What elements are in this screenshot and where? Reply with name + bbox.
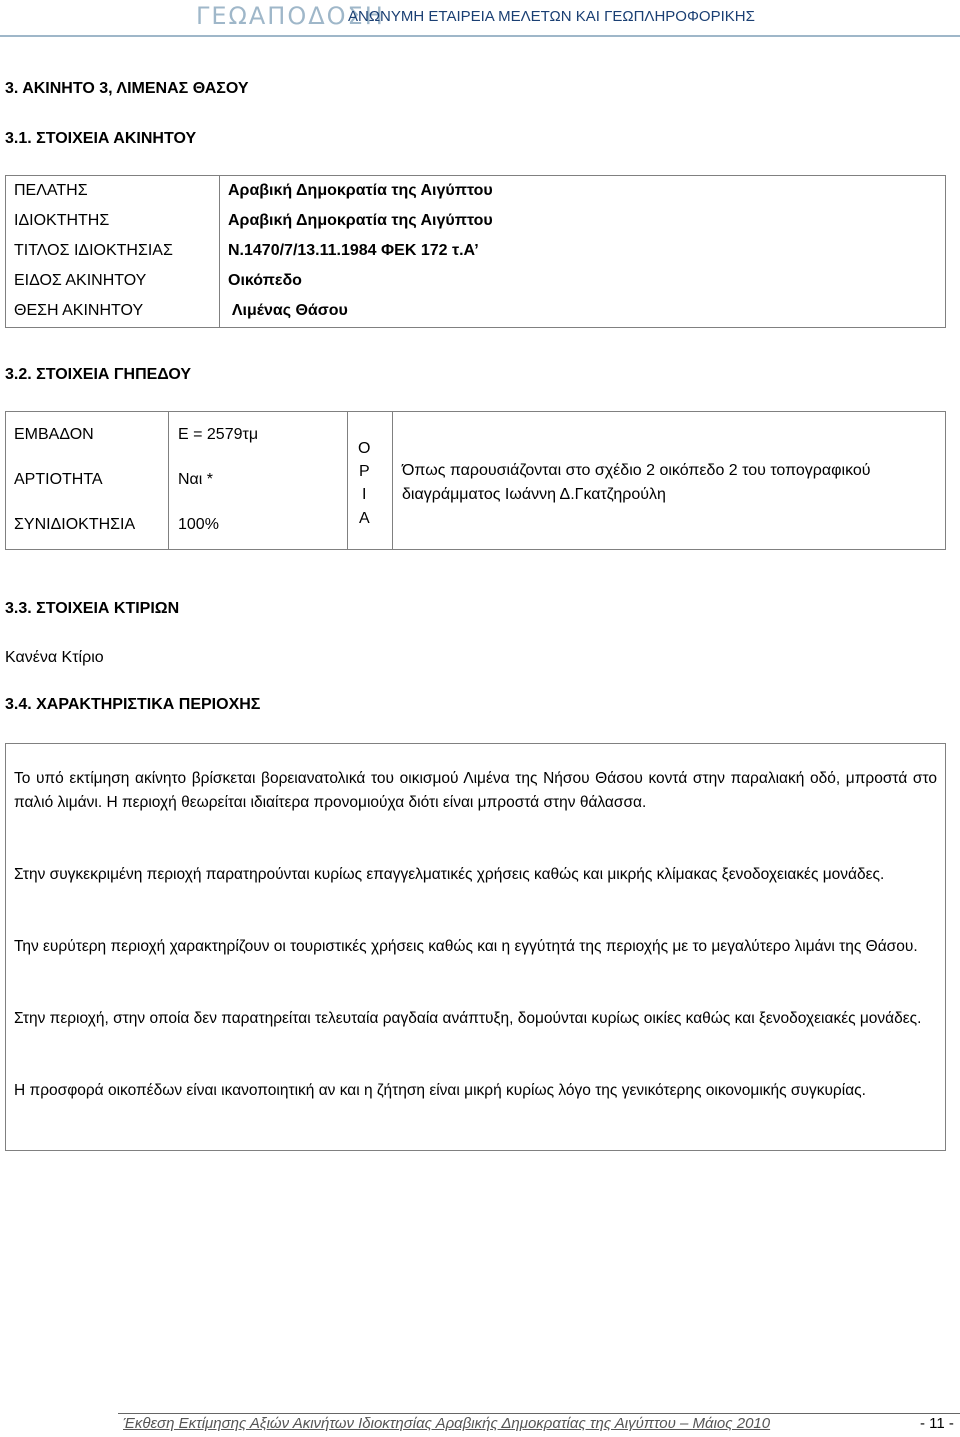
header-rule xyxy=(0,35,960,37)
row-label-owner: ΙΔΙΟΚΤΗΤΗΣ xyxy=(14,212,110,229)
plot-value-regularity: Ναι * xyxy=(178,471,214,488)
row-value-client: Αραβική Δημοκρατία της Αιγύπτου xyxy=(228,182,493,199)
sec33-title: 3.3. ΣΤΟΙΧΕΙΑ ΚΤΙΡΙΩΝ xyxy=(5,600,180,617)
area-paragraph-5: Η προσφορά οικοπέδων είναι ικανοποιητική αν και η ζήτηση είναι μικρή κυρίως λόγο της γενικότερης οικονομικής συγκυρίας. xyxy=(14,1082,866,1099)
plot-label-regularity: ΑΡΤΙΟΤΗΤΑ xyxy=(14,471,103,488)
property-info-table xyxy=(5,175,946,328)
plot-value-coownership: 100% xyxy=(178,516,219,533)
area-characteristics-box xyxy=(5,743,946,1151)
page-number: - 11 - xyxy=(920,1415,954,1432)
boundaries-letter-3: Ι xyxy=(362,486,367,503)
boundaries-letter-1: Ο xyxy=(358,440,371,457)
area-paragraph-4: Στην περιοχή, στην οποία δεν παρατηρείται τελευταία ραγδαία ανάπτυξη, δομούνται κυρίως οικίες καθώς και ξενοδοχειακές μονάδες. xyxy=(14,1010,922,1027)
company-brand: ΓΕΩΑΠΟΔΟΣΗ xyxy=(196,2,385,30)
area-paragraph-1: Το υπό εκτίμηση ακίνητο βρίσκεται βορειανατολικά του οικισμού Λιμένα της Νήσου Θάσου κοντά στην παραλιακή οδό, μπροστά στο παλιό λιμάνι. Η περιοχή θεωρείται ιδιαίτερα προνομιούχα διότι είναι μπροστά στην θάλασσα. xyxy=(14,770,937,811)
row-value-owner: Αραβική Δημοκρατία της Αιγύπτου xyxy=(228,212,493,229)
page-header xyxy=(0,0,960,38)
sec31-title: 3.1. ΣΤΟΙΧΕΙΑ ΑΚΙΝΗΤΟΥ xyxy=(5,130,197,147)
plot-label-coownership: ΣΥΝΙΔΙΟΚΤΗΣΙΑ xyxy=(14,516,136,533)
boundaries-letter-4: Α xyxy=(359,510,370,527)
plot-value-area: Ε = 2579τμ xyxy=(178,426,259,443)
row-label-title: ΤΙΤΛΟΣ ΙΔΙΟΚΤΗΣΙΑΣ xyxy=(14,242,173,259)
sec34-title: 3.4. ΧΑΡΑΚΤΗΡΙΣΤΙΚΑ ΠΕΡΙΟΧΗΣ xyxy=(5,696,261,713)
boundaries-letter-2: Ρ xyxy=(359,463,370,480)
row-label-location: ΘΕΣΗ ΑΚΙΝΗΤΟΥ xyxy=(14,302,144,319)
boundaries-description-line2: διαγράμματος Ιωάννη Δ.Γκατζηρούλη xyxy=(402,486,666,503)
sec32-title: 3.2. ΣΤΟΙΧΕΙΑ ΓΗΠΕΔΟΥ xyxy=(5,366,192,383)
row-value-type: Οικόπεδο xyxy=(228,272,302,289)
plot-label-area: ΕΜΒΑΔΟΝ xyxy=(14,426,94,443)
row-label-type: ΕΙΔΟΣ ΑΚΙΝΗΤΟΥ xyxy=(14,272,147,289)
boundaries-label-column xyxy=(347,412,393,549)
company-subtitle: ΑΝΩΝΥΜΗ ΕΤΑΙΡΕΙΑ ΜΕΛΕΤΩΝ ΚΑΙ ΓΕΩΠΛΗΡΟΦΟΡΙΚΗΣ xyxy=(348,8,755,25)
section-title: 3. ΑΚΙΝΗΤΟ 3, ΛΙΜΕΝΑΣ ΘΑΣΟΥ xyxy=(5,80,249,97)
footer-text: Έκθεση Εκτίμησης Αξιών Ακινήτων Ιδιοκτησίας Αραβικής Δημοκρατίας της Αιγύπτου – Μάιος 2010 xyxy=(123,1415,771,1432)
row-value-title: Ν.1470/7/13.11.1984 ΦΕΚ 172 τ.Α’ xyxy=(228,242,479,259)
area-paragraph-2: Στην συγκεκριμένη περιοχή παρατηρούνται κυρίως επαγγελματικές χρήσεις καθώς και μικρής κλίμακας ξενοδοχειακές μονάδες. xyxy=(14,866,885,883)
plot-info-table xyxy=(5,411,946,550)
row-value-location: Λιμένας Θάσου xyxy=(228,302,348,319)
footer-rule xyxy=(118,1413,960,1414)
area-paragraph-3: Την ευρύτερη περιοχή χαρακτηρίζουν οι τουριστικές χρήσεις καθώς και η εγγύτητά της περιοχής με το μεγαλύτερο λιμάνι της Θάσου. xyxy=(14,938,918,955)
buildings-text: Κανένα Κτίριο xyxy=(5,649,104,666)
row-label-client: ΠΕΛΑΤΗΣ xyxy=(14,182,88,199)
boundaries-description-line1: Όπως παρουσιάζονται στο σχέδιο 2 οικόπεδο 2 του τοπογραφικού xyxy=(402,462,871,479)
